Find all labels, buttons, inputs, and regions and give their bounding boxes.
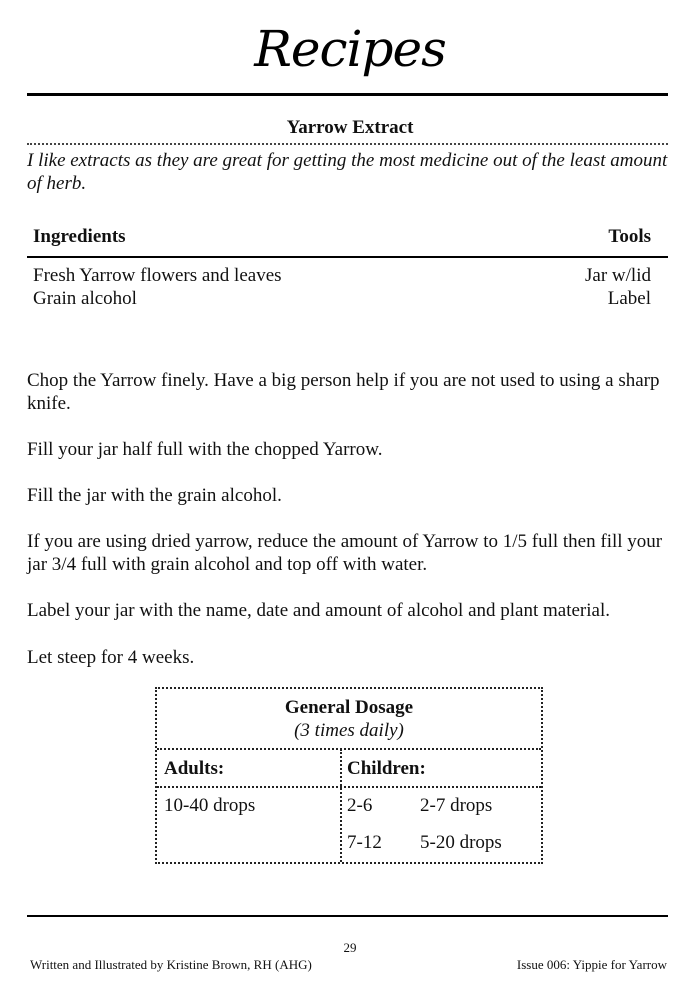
page-header-title: Recipes [254,20,446,78]
list-header-rule [27,256,668,258]
step-paragraph: Label your jar with the name, date and amount of alcohol and plant material. [27,600,610,621]
step-paragraph: Let steep for 4 weeks. [27,647,195,668]
adults-header: Adults: [164,758,225,779]
footer-credit: Written and Illustrated by Kristine Brown, RH (AHG) [30,957,312,972]
children-age: 7-12 [347,832,382,853]
children-dosage: 5-20 drops [420,832,502,853]
recipe-title: Yarrow Extract [286,117,414,138]
children-dosage: 2-7 drops [420,795,493,816]
ingredients-header: Ingredients [33,226,126,247]
step-paragraph: Fill your jar half full with the chopped Yarrow. [27,439,383,460]
header-rule [27,93,668,96]
step-paragraph: Chop the Yarrow finely. Have a big person help if you are not used to using a sharp knife. [27,370,660,414]
dosage-column-divider [340,749,342,862]
recipe-intro: I like extracts as they are great for getting the most medicine out of the least amount of herb. [27,150,668,194]
tool-item: Jar w/lid [585,265,651,286]
dosage-subtitle: (3 times daily) [294,720,404,741]
title-dotted-rule [27,143,668,145]
dosage-table [155,687,543,864]
page-number: 29 [343,940,357,955]
ingredient-item: Fresh Yarrow flowers and leaves [33,265,282,286]
footer-issue: Issue 006: Yippie for Yarrow [516,957,667,972]
step-paragraph: Fill the jar with the grain alcohol. [27,485,282,506]
tool-item: Label [607,288,651,309]
ingredient-item: Grain alcohol [33,288,137,309]
children-age: 2-6 [347,795,373,816]
dosage-title: General Dosage [284,697,414,718]
dosage-divider [157,748,541,750]
dosage-divider [157,786,541,788]
footer-rule [27,915,668,917]
children-header: Children: [347,758,426,779]
tools-header: Tools [608,226,651,247]
step-paragraph: If you are using dried yarrow, reduce the amount of Yarrow to 1/5 full then fill your jar 3/4 full with grain alcohol and top off with water. [27,531,663,575]
adults-dosage: 10-40 drops [164,795,256,816]
